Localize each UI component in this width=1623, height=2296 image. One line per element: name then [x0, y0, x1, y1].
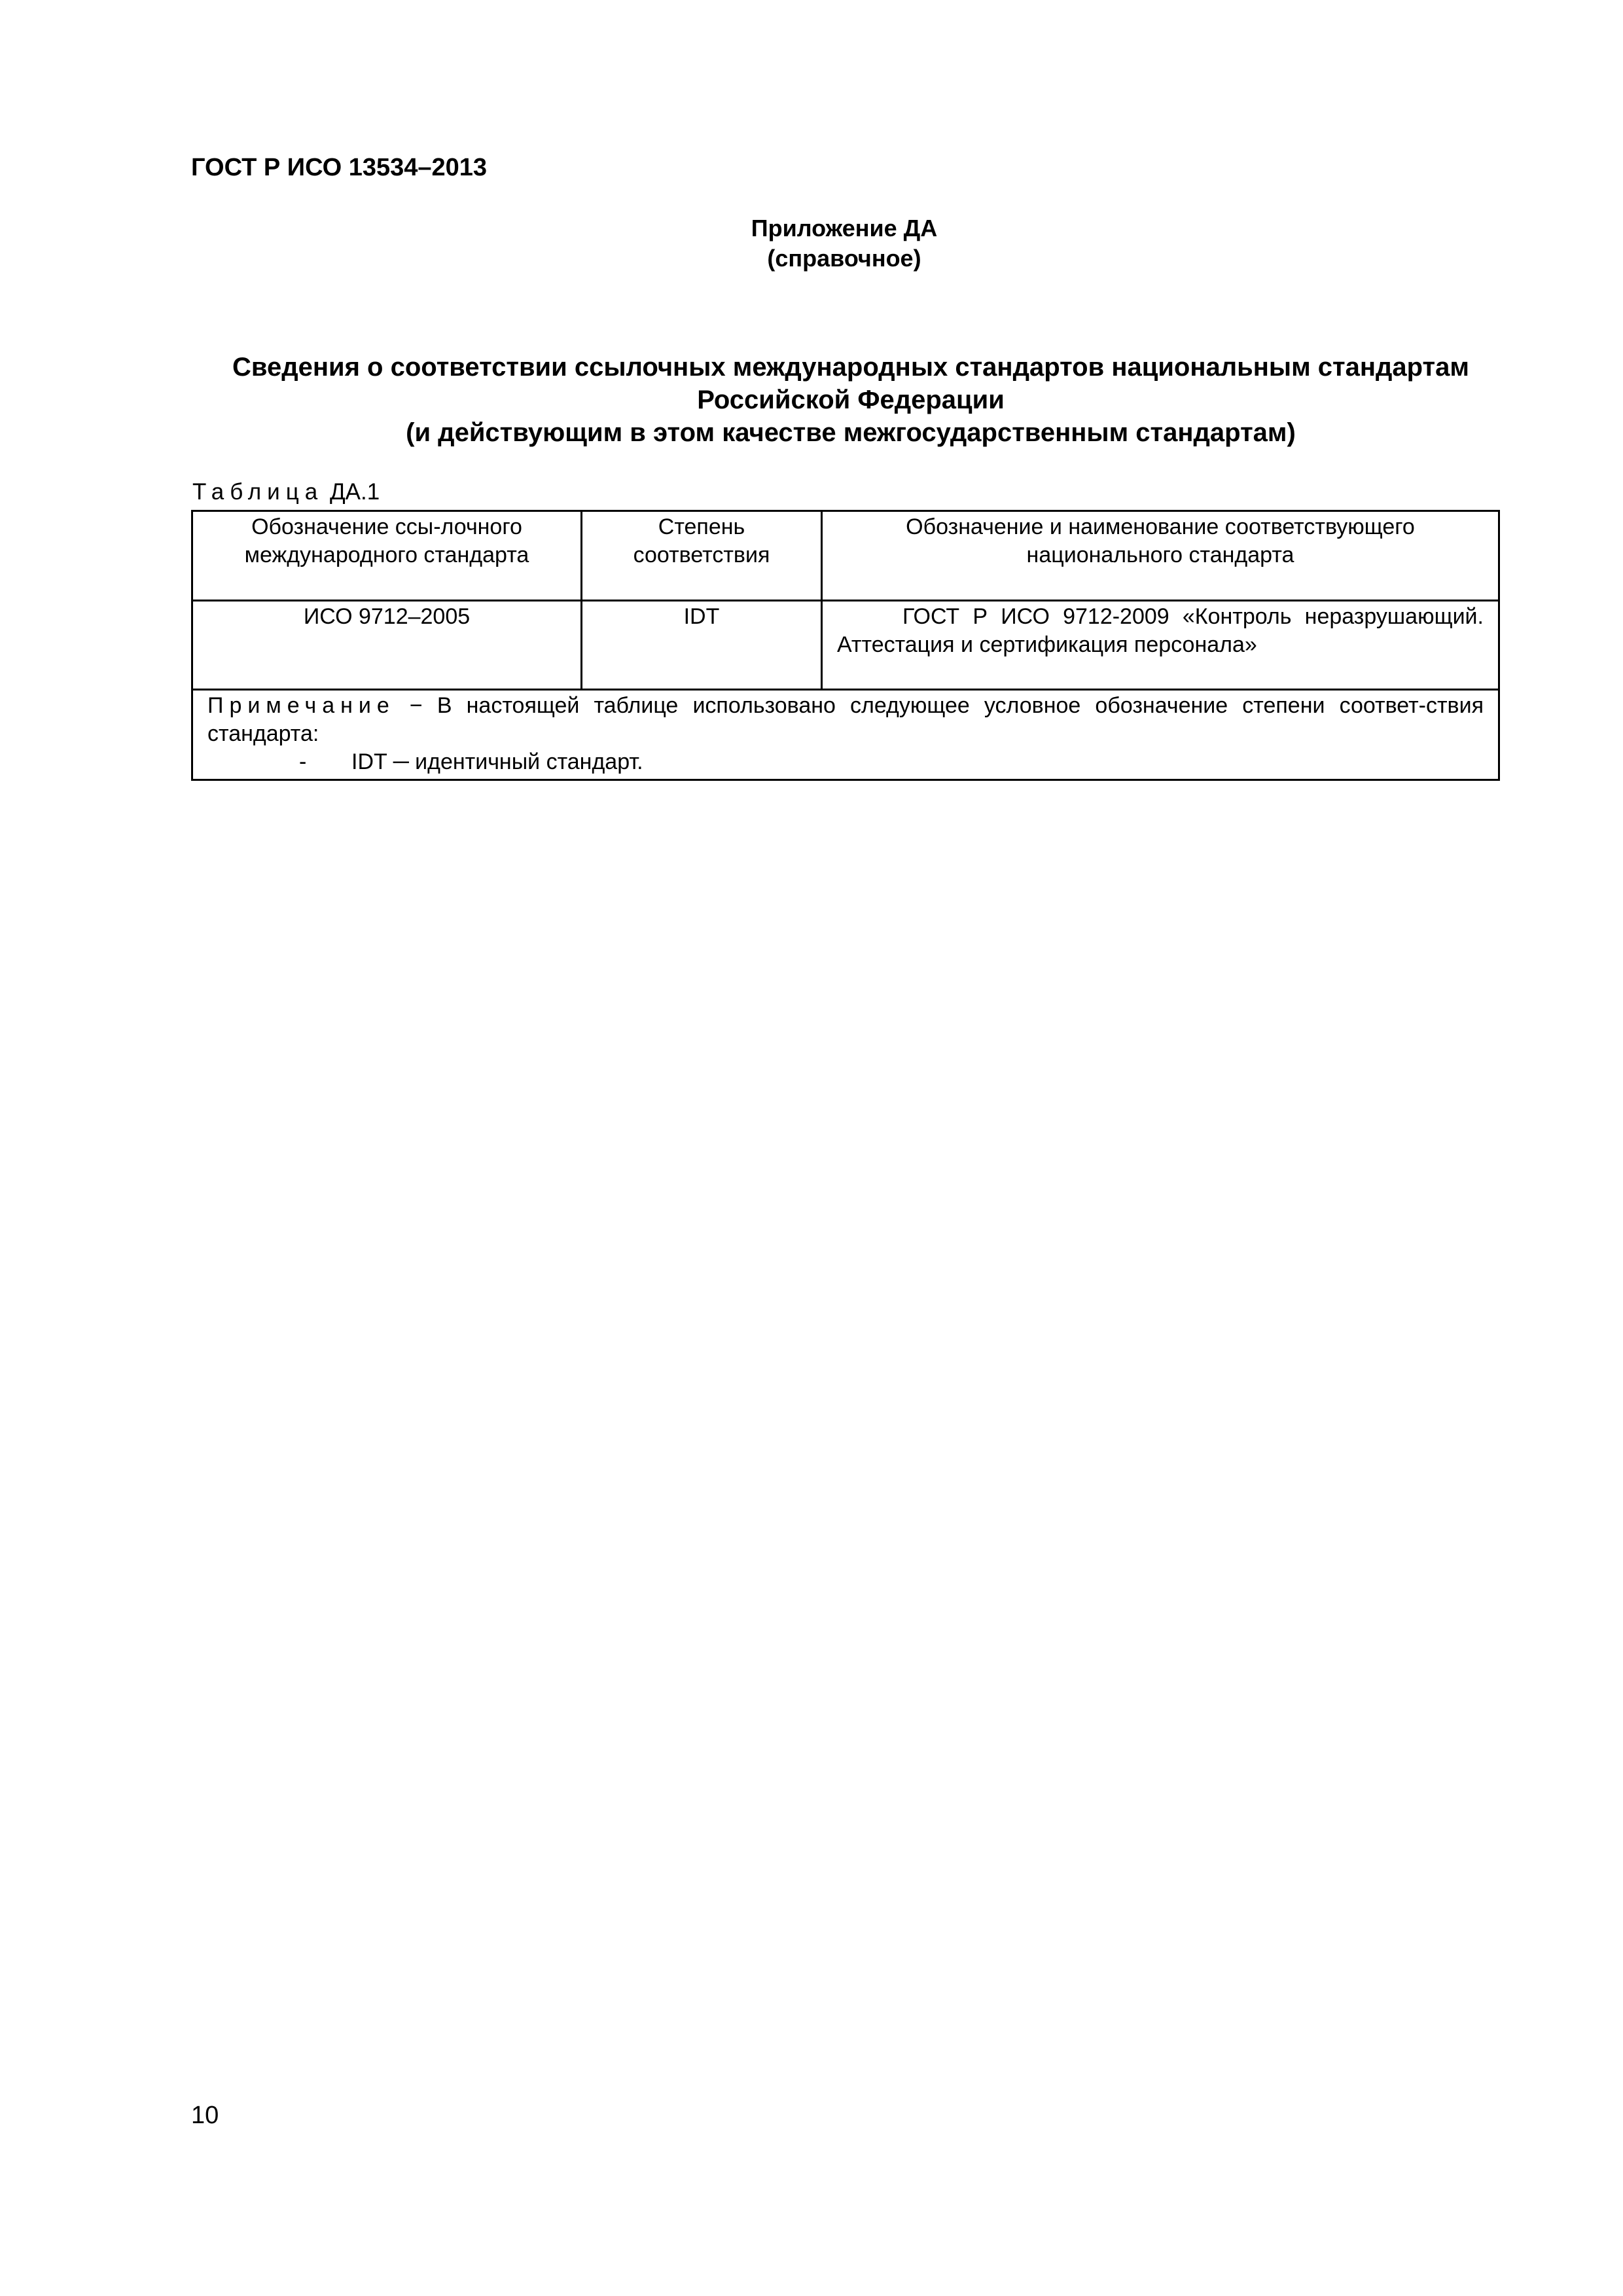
note-text: − В настоящей таблице использовано следующее условное обозначение степени соответ-ствия стандарта: — [207, 693, 1484, 746]
table-note — [192, 690, 1499, 780]
annex-type: (справочное) — [767, 245, 921, 272]
page-number: 10 — [191, 2102, 219, 2129]
section-title-line-2: Российской Федерации — [697, 386, 1005, 414]
table-caption-label: Таблица — [192, 479, 324, 505]
header-national-standard: Обозначение и наименование соответствующего национального стандарта — [822, 511, 1499, 601]
section-title — [157, 351, 1544, 449]
table-row — [192, 601, 1499, 690]
cell-national-standard: ГОСТ Р ИСО 9712-2009 «Контроль неразрушающий. Аттестация и сертификация персонала» — [822, 601, 1499, 690]
table-caption — [192, 478, 380, 507]
cell-degree-of-compliance: IDT — [582, 601, 822, 690]
note-label: Примечание — [207, 693, 395, 718]
table-header-row — [192, 511, 1499, 601]
header-degree-of-compliance: Степень соответствия — [582, 511, 822, 601]
note-list-marker: - — [299, 749, 307, 774]
section-title-line-1: Сведения о соответствии ссылочных международных стандартов национальным стандартам — [232, 353, 1469, 382]
section-title-line-3: (и действующим в этом качестве межгосударственным стандартам) — [406, 418, 1296, 447]
table-note-row — [192, 690, 1499, 780]
document-code: ГОСТ Р ИСО 13534–2013 — [191, 154, 488, 181]
compliance-table — [191, 510, 1500, 781]
note-list-item-text: IDT ─ идентичный стандарт. — [351, 749, 643, 774]
cell-international-standard: ИСО 9712–2005 — [192, 601, 582, 690]
annex-title: Приложение ДА — [751, 215, 938, 242]
note-list-item — [207, 748, 1484, 776]
header-international-standard: Обозначение ссы-лочного международного стандарта — [192, 511, 582, 601]
annex-heading — [654, 213, 1034, 274]
table-caption-number: ДА.1 — [329, 479, 380, 505]
